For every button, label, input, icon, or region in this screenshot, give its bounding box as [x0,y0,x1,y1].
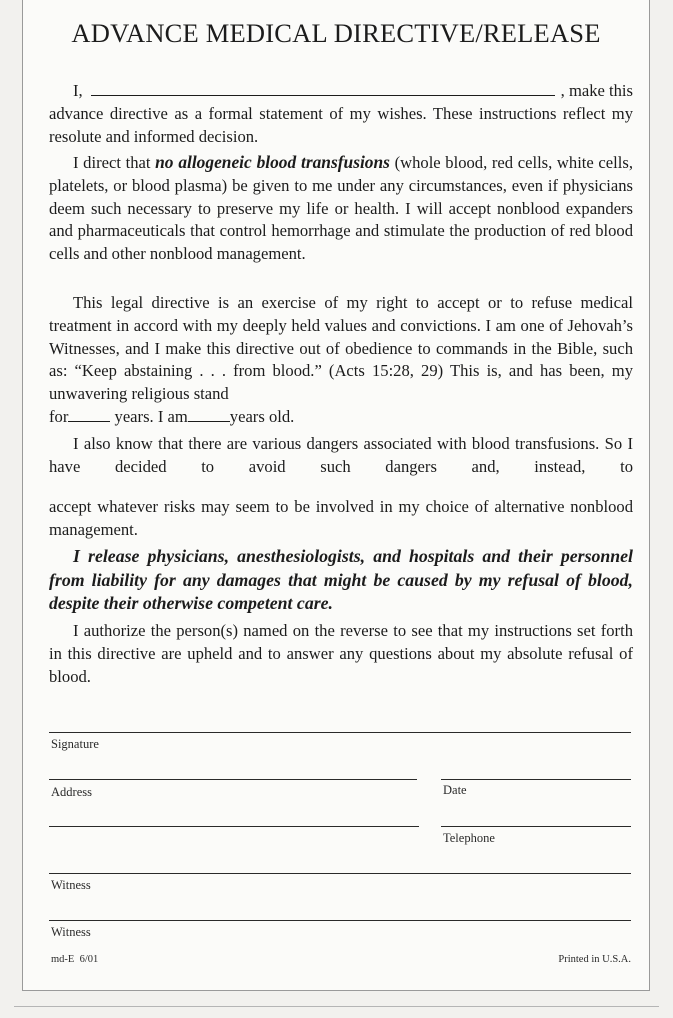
address-line[interactable] [49,779,417,780]
release-text: I release physicians, anesthesiologists, and hospitals and their personnel from liability for any damages that might be caused by my refusal of blood, despite their otherwise competent care. [49,546,633,613]
form-code: md-E 6/01 [51,954,99,965]
date-label: Date [443,783,467,797]
page-title: ADVANCE MEDICAL DIRECTIVE/RELEASE [71,18,601,48]
intro-paragraph [49,80,633,148]
directive-card [22,0,650,991]
intro-start: I, [73,81,83,100]
witness-label-1: Witness [51,878,91,892]
years-stand-blank[interactable] [68,406,110,422]
legal-text: This legal directive is an exercise of my right to accept or to refuse medical treatment in accord with my deeply held values and convictions. I am one of Jehovah’s Witnesses, and I make this directive out of obedience to commands in the Bible, such as: “Keep abstaining . . . from blood.” (Acts 15:28, 29) This is, and has been, my unwavering religious stand [49,293,633,404]
dangers-paragraph [49,433,633,479]
telephone-line[interactable] [441,826,631,827]
dangers-line1: I also know that there are various dangers associated with blood transfusions. So I have decided to avoid such dangers and, instead, to [49,434,633,476]
release-paragraph [49,545,633,616]
legal-paragraph [49,292,633,429]
transfusion-after: (whole blood, red cells, white cells, platelets, or blood plasma) be given to me under any circumstances, even if physicians deem such necessary to preserve my life or health. I will accept nonblood expanders and pharmaceuticals that control hemorrhage and stimulate the production of red blood cells and other nonblood management. [49,153,633,264]
years-old-label: years old. [229,406,295,426]
signature-line[interactable] [49,732,631,733]
address-label: Address [51,785,92,799]
dangers-line2: accept whatever risks may seem to be involved in my choice of alternative nonblood management. [49,497,633,539]
years-label: years. I am [114,406,188,426]
authorize-text: I authorize the person(s) named on the reverse to see that my instructions set forth in this directive are upheld and to answer any questions about my absolute refusal of blood. [49,621,633,686]
years-line [49,406,633,429]
witness-line-1[interactable] [49,873,631,874]
date-line[interactable] [441,779,631,780]
printed-in: Printed in U.S.A. [558,954,631,965]
witness-label-2: Witness [51,925,91,939]
telephone-label: Telephone [443,831,495,845]
transfusion-paragraph [49,151,633,266]
age-blank[interactable] [188,406,230,422]
transfusion-emphasis: no allogeneic blood transfusions [155,152,390,172]
signature-label: Signature [51,737,99,751]
authorize-paragraph [49,620,633,688]
bottom-rule [14,1006,659,1007]
intro-rest: advance directive as a formal statement of my wishes. These instructions reflect my resolute and informed decision. [49,103,633,146]
intro-end: , make this [560,81,633,100]
name-blank[interactable] [91,81,555,96]
address-line-2[interactable] [49,826,419,827]
for-label: for [49,406,69,426]
transfusion-before: I direct that [73,153,156,172]
dangers-continued [49,496,633,542]
witness-line-2[interactable] [49,920,631,921]
